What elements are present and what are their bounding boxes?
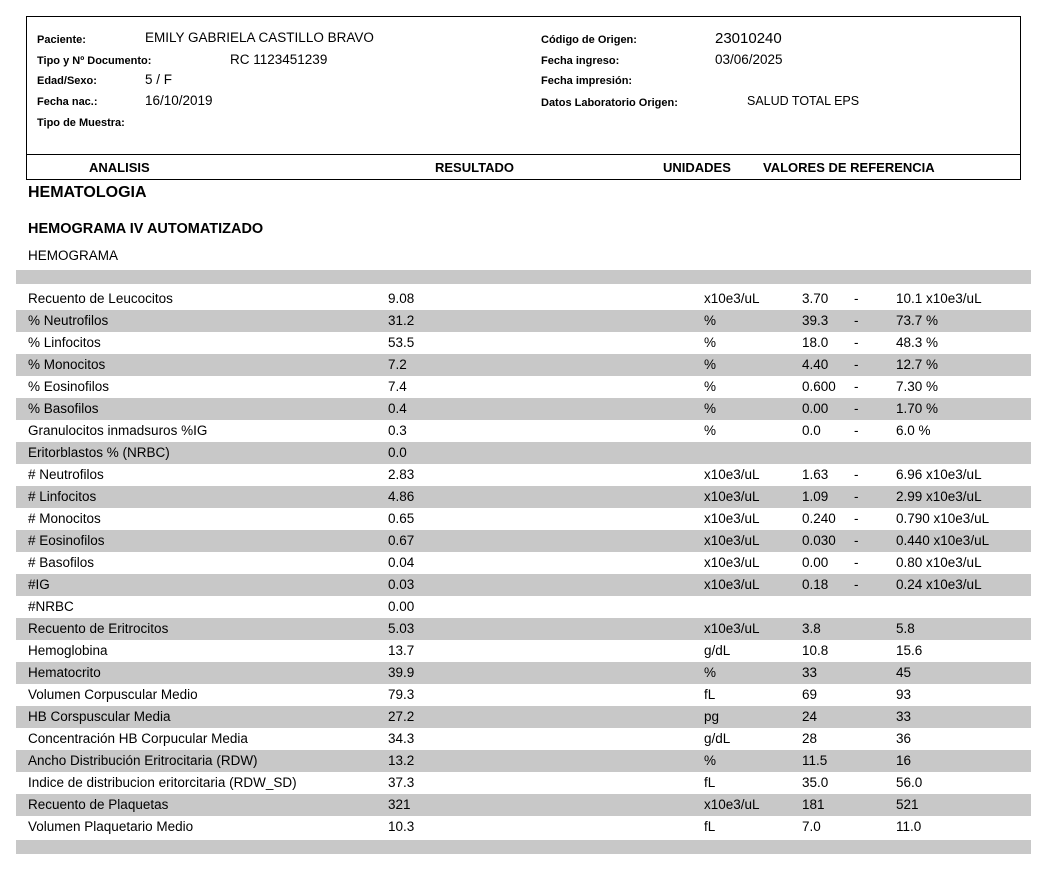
ref-separator: -	[854, 467, 859, 482]
ref-low-value: 24	[802, 709, 818, 724]
table-row	[16, 728, 1031, 750]
ref-high-value: 33	[896, 709, 912, 724]
ref-low-value: 0.600	[802, 379, 836, 394]
result-value: 13.7	[388, 643, 415, 658]
ref-high-value: 73.7 %	[896, 313, 939, 328]
col-unidades: UNIDADES	[663, 160, 731, 175]
ref-low-value: 35.0	[802, 775, 829, 790]
ref-separator: -	[854, 379, 859, 394]
col-analisis: ANALISIS	[89, 160, 150, 175]
ref-high-value: 521	[896, 797, 919, 812]
ref-low-value: 28	[802, 731, 818, 746]
ref-high-value: 15.6	[896, 643, 923, 658]
result-value: 13.2	[388, 753, 415, 768]
ref-high-value: 7.30 %	[896, 379, 939, 394]
result-value: 37.3	[388, 775, 415, 790]
table-row	[16, 794, 1031, 816]
result-value: 7.2	[388, 357, 407, 372]
table-row	[16, 750, 1031, 772]
result-value: 34.3	[388, 731, 415, 746]
analysis-name: % Eosinofilos	[28, 379, 110, 394]
result-value: 53.5	[388, 335, 415, 350]
ref-low-value: 3.70	[802, 291, 829, 306]
ref-high-value: 48.3 %	[896, 335, 939, 350]
ref-separator: -	[854, 335, 859, 350]
table-row	[16, 640, 1031, 662]
result-value: 9.08	[388, 291, 415, 306]
ref-high-value: 0.440 x10e3/uL	[896, 533, 990, 548]
analysis-name: Recuento de Leucocitos	[28, 291, 173, 306]
table-row	[16, 772, 1031, 794]
unit-value: g/dL	[704, 643, 731, 658]
ref-low-value: 1.63	[802, 467, 829, 482]
ref-high-value: 2.99 x10e3/uL	[896, 489, 982, 504]
ingreso-label: Fecha ingreso:	[541, 55, 620, 67]
ref-high-value: 45	[896, 665, 912, 680]
ref-low-value: 0.0	[802, 423, 821, 438]
result-value: 39.9	[388, 665, 415, 680]
analysis-name: #IG	[28, 577, 50, 592]
table-row	[16, 464, 1031, 486]
col-referencia: VALORES DE REFERENCIA	[763, 160, 935, 175]
analysis-name: % Basofilos	[28, 401, 99, 416]
area-title: HEMATOLOGIA	[28, 184, 147, 201]
ref-separator: -	[854, 577, 859, 592]
result-value: 2.83	[388, 467, 415, 482]
unit-value: %	[704, 665, 717, 680]
ref-low-value: 33	[802, 665, 818, 680]
table-row	[16, 420, 1031, 442]
analysis-name: Concentración HB Corpucular Media	[28, 731, 248, 746]
analysis-name: Recuento de Eritrocitos	[28, 621, 169, 636]
result-value: 7.4	[388, 379, 407, 394]
result-value: 0.0	[388, 445, 407, 460]
unit-value: fL	[704, 687, 716, 702]
ref-low-value: 18.0	[802, 335, 829, 350]
paciente-label: Paciente:	[37, 34, 86, 46]
unit-value: g/dL	[704, 731, 731, 746]
analysis-name: % Linfocitos	[28, 335, 101, 350]
ref-separator: -	[854, 489, 859, 504]
documento-label: Tipo y Nº Documento:	[37, 55, 152, 67]
analysis-name: # Monocitos	[28, 511, 101, 526]
ref-high-value: 1.70 %	[896, 401, 939, 416]
column-header	[26, 154, 1021, 180]
result-value: 0.03	[388, 577, 415, 592]
ref-high-value: 12.7 %	[896, 357, 939, 372]
ref-separator: -	[854, 291, 859, 306]
analysis-name: Hematocrito	[28, 665, 101, 680]
ref-high-value: 36	[896, 731, 912, 746]
table-row	[16, 376, 1031, 398]
edad-label: Edad/Sexo:	[37, 75, 97, 87]
table-row	[16, 508, 1031, 530]
unit-value: %	[704, 379, 717, 394]
ingreso-value: 03/06/2025	[715, 52, 783, 67]
ref-low-value: 1.09	[802, 489, 829, 504]
unit-value: fL	[704, 819, 716, 834]
ref-high-value: 56.0	[896, 775, 923, 790]
nacimiento-label: Fecha nac.:	[37, 96, 98, 108]
ref-low-value: 69	[802, 687, 818, 702]
unit-value: x10e3/uL	[704, 291, 760, 306]
ref-separator: -	[854, 401, 859, 416]
table-row	[16, 332, 1031, 354]
result-value: 79.3	[388, 687, 415, 702]
ref-high-value: 5.8	[896, 621, 915, 636]
ref-separator: -	[854, 357, 859, 372]
result-value: 0.4	[388, 401, 407, 416]
analysis-name: % Monocitos	[28, 357, 106, 372]
result-value: 0.00	[388, 599, 415, 614]
unit-value: %	[704, 357, 717, 372]
ref-high-value: 93	[896, 687, 912, 702]
ref-low-value: 11.5	[802, 753, 828, 768]
exam-title: HEMOGRAMA IV AUTOMATIZADO	[28, 221, 264, 237]
patient-info-box	[26, 16, 1021, 166]
result-value: 0.65	[388, 511, 415, 526]
analysis-name: # Linfocitos	[28, 489, 97, 504]
unit-value: x10e3/uL	[704, 555, 760, 570]
table-row	[16, 552, 1031, 574]
analysis-name: Volumen Corpuscular Medio	[28, 687, 198, 702]
unit-value: %	[704, 335, 717, 350]
table-row	[16, 596, 1031, 618]
analysis-name: # Basofilos	[28, 555, 95, 570]
ref-low-value: 0.240	[802, 511, 836, 526]
result-value: 31.2	[388, 313, 415, 328]
result-value: 10.3	[388, 819, 415, 834]
nacimiento-value: 16/10/2019	[145, 93, 213, 108]
unit-value: x10e3/uL	[704, 533, 760, 548]
table-row	[16, 618, 1031, 640]
unit-value: x10e3/uL	[704, 489, 760, 504]
results-table	[16, 288, 1031, 838]
table-row	[16, 662, 1031, 684]
ref-separator: -	[854, 313, 859, 328]
unit-value: %	[704, 313, 717, 328]
top-divider-band	[16, 270, 1031, 284]
unit-value: x10e3/uL	[704, 577, 760, 592]
table-row	[16, 310, 1031, 332]
ref-high-value: 11.0	[896, 819, 922, 834]
result-value: 0.67	[388, 533, 415, 548]
codigo-label: Código de Origen:	[541, 34, 637, 46]
unit-value: x10e3/uL	[704, 467, 760, 482]
result-value: 0.3	[388, 423, 407, 438]
edad-value: 5 / F	[145, 72, 173, 87]
unit-value: %	[704, 401, 717, 416]
ref-high-value: 0.790 x10e3/uL	[896, 511, 990, 526]
laboratorio-value: SALUD TOTAL EPS	[747, 94, 860, 108]
result-value: 5.03	[388, 621, 415, 636]
analysis-name: # Eosinofilos	[28, 533, 105, 548]
analysis-name: Ancho Distribución Eritrocitaria (RDW)	[28, 753, 258, 768]
analysis-name: # Neutrofilos	[28, 467, 104, 482]
ref-separator: -	[854, 533, 859, 548]
ref-low-value: 0.18	[802, 577, 829, 592]
group-title: HEMOGRAMA	[28, 248, 119, 263]
table-row	[16, 288, 1031, 310]
ref-low-value: 0.00	[802, 401, 829, 416]
table-row	[16, 574, 1031, 596]
paciente-value: EMILY GABRIELA CASTILLO BRAVO	[145, 30, 374, 45]
ref-low-value: 39.3	[802, 313, 829, 328]
ref-low-value: 181	[802, 797, 825, 812]
result-value: 321	[388, 797, 411, 812]
table-row	[16, 684, 1031, 706]
ref-high-value: 6.96 x10e3/uL	[896, 467, 982, 482]
table-row	[16, 530, 1031, 552]
table-row	[16, 706, 1031, 728]
ref-low-value: 0.00	[802, 555, 829, 570]
unit-value: fL	[704, 775, 716, 790]
unit-value: x10e3/uL	[704, 511, 760, 526]
analysis-name: Indice de distribucion eritorcitaria (RDW_SD)	[28, 775, 297, 790]
result-value: 27.2	[388, 709, 415, 724]
unit-value: %	[704, 753, 717, 768]
ref-low-value: 0.030	[802, 533, 836, 548]
ref-low-value: 10.8	[802, 643, 829, 658]
col-resultado: RESULTADO	[435, 160, 514, 175]
ref-separator: -	[854, 555, 859, 570]
unit-value: pg	[704, 709, 720, 724]
table-row	[16, 816, 1031, 838]
ref-high-value: 10.1 x10e3/uL	[896, 291, 982, 306]
ref-high-value: 16	[896, 753, 912, 768]
unit-value: x10e3/uL	[704, 797, 760, 812]
laboratorio-label: Datos Laboratorio Origen:	[541, 97, 678, 109]
table-row	[16, 354, 1031, 376]
analysis-name: Recuento de Plaquetas	[28, 797, 169, 812]
ref-high-value: 0.24 x10e3/uL	[896, 577, 982, 592]
ref-low-value: 3.8	[802, 621, 821, 636]
bottom-divider-band	[16, 840, 1031, 854]
ref-high-value: 6.0 %	[896, 423, 931, 438]
analysis-name: Volumen Plaquetario Medio	[28, 819, 194, 834]
ref-high-value: 0.80 x10e3/uL	[896, 555, 982, 570]
analysis-name: Hemoglobina	[28, 643, 108, 658]
muestra-label: Tipo de Muestra:	[37, 117, 125, 129]
unit-value: x10e3/uL	[704, 621, 760, 636]
analysis-name: HB Corspuscular Media	[28, 709, 171, 724]
analysis-name: Granulocitos inmadsuros %IG	[28, 423, 208, 438]
codigo-value: 23010240	[715, 30, 782, 47]
ref-separator: -	[854, 423, 859, 438]
ref-low-value: 7.0	[802, 819, 821, 834]
analysis-name: Eritorblastos % (NRBC)	[28, 445, 170, 460]
impresion-label: Fecha impresión:	[541, 75, 633, 87]
result-value: 4.86	[388, 489, 415, 504]
ref-separator: -	[854, 511, 859, 526]
table-row	[16, 398, 1031, 420]
unit-value: %	[704, 423, 717, 438]
result-value: 0.04	[388, 555, 415, 570]
documento-value: RC 1123451239	[230, 52, 328, 67]
analysis-name: % Neutrofilos	[28, 313, 109, 328]
table-row	[16, 486, 1031, 508]
ref-low-value: 4.40	[802, 357, 829, 372]
analysis-name: #NRBC	[28, 599, 74, 614]
table-row	[16, 442, 1031, 464]
